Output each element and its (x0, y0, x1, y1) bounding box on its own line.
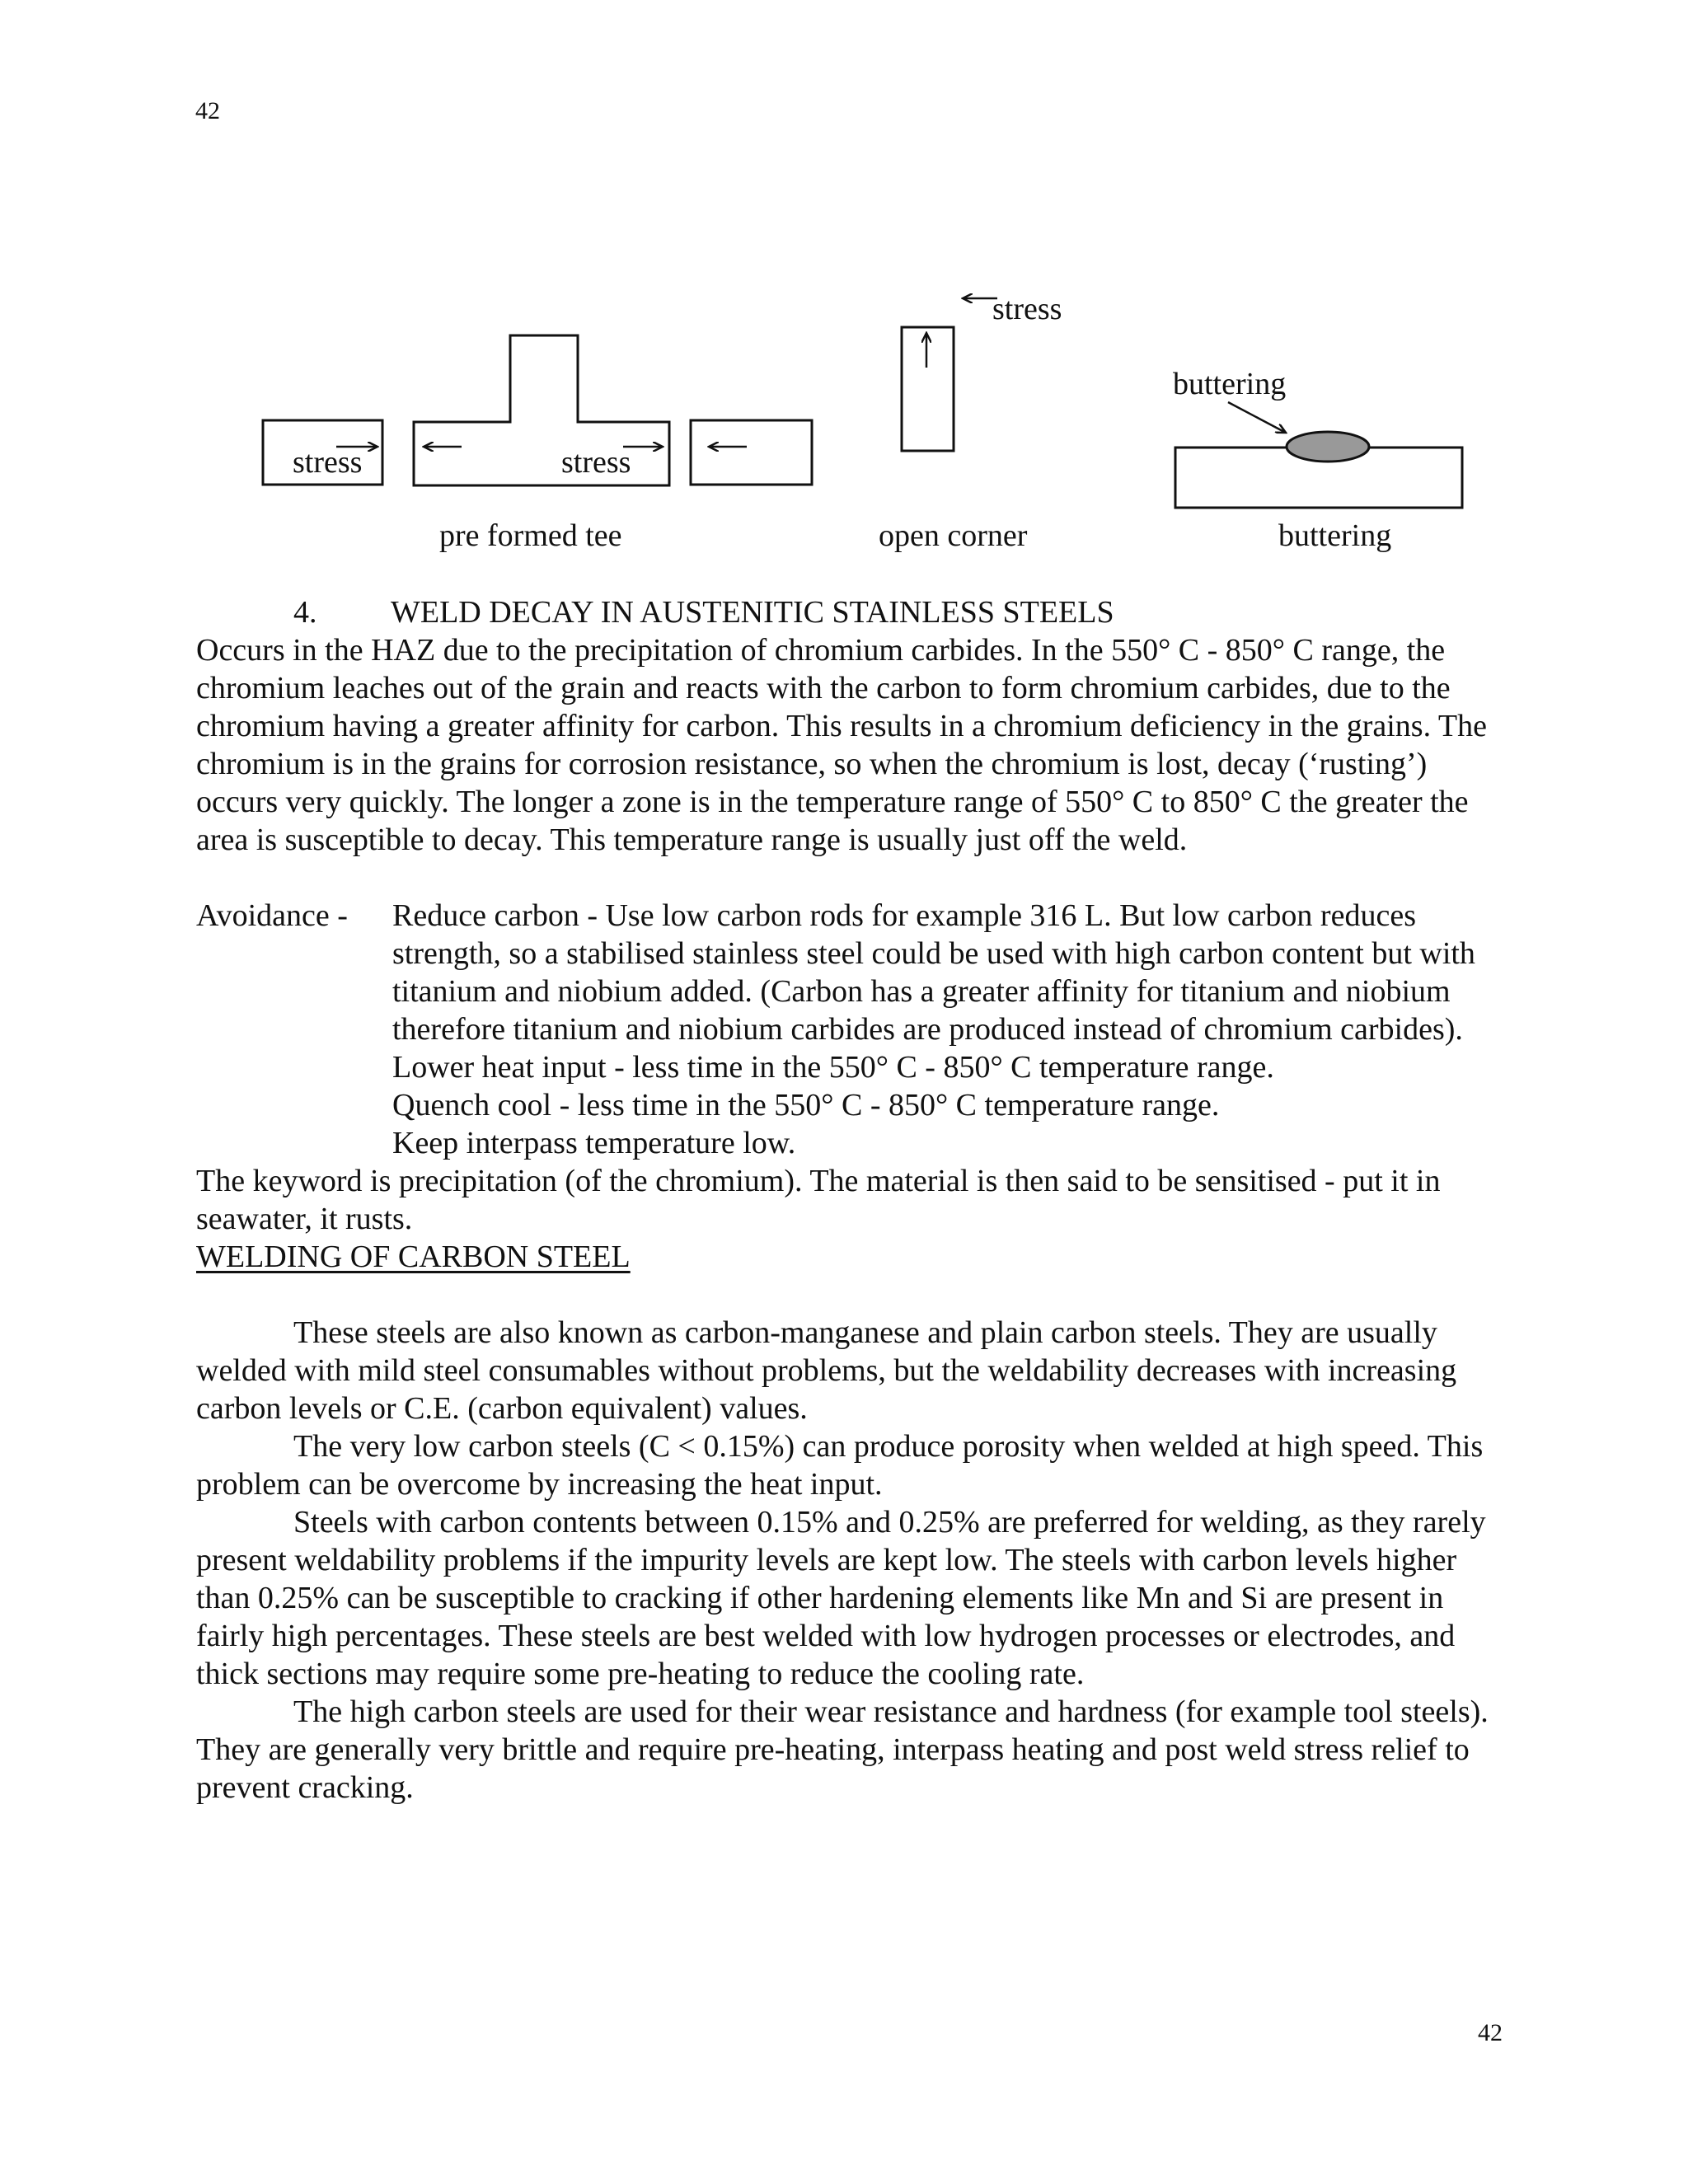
avoidance-item: Quench cool - less time in the 550° C - 850° C temperature range. (392, 1088, 1220, 1122)
stress-label-left: stress (293, 445, 363, 480)
document-body (196, 593, 1515, 1807)
right-plate (691, 420, 812, 485)
page-number-top: 42 (195, 97, 220, 124)
avoidance-item: Reduce carbon - Use low carbon rods for example 316 L. But low carbon reduces strength, so a stabilised stainless steel could be used with high carbon content but with titanium and niobium added. (Carbon has a greater affinity for titanium and niobium therefore titanium and niobium carbides are produced instead of chromium carbides). (392, 898, 1475, 1047)
caption-buttering: buttering (1278, 518, 1392, 553)
carbon-steel-paragraph: These steels are also known as carbon-manganese and plain carbon steels. They are usually welded with mild steel consumables without problems, but the weldability decreases with increasing carbon levels or C.E. (carbon equivalent) values. (196, 1315, 1457, 1426)
carbon-steel-paragraph: The high carbon steels are used for their wear resistance and hardness (for example tool steels). They are generally very brittle and require pre-heating, interpass heating and post weld stress relief to prevent cracking. (196, 1694, 1489, 1805)
avoidance-list (392, 897, 1515, 1162)
section-4-title: WELD DECAY IN AUSTENITIC STAINLESS STEELS (391, 595, 1114, 630)
carbon-steel-paragraph: The very low carbon steels (C < 0.15%) can produce porosity when welded at high speed. This problem can be overcome by increasing the heat input. (196, 1429, 1484, 1502)
caption-pre-formed-tee: pre formed tee (439, 518, 622, 553)
buttering-label: buttering (1173, 367, 1287, 401)
carbon-steel-body (196, 1314, 1515, 1807)
avoidance-item: Keep interpass temperature low. (392, 1126, 796, 1160)
weld-decay-paragraph: Occurs in the HAZ due to the precipitation of chromium carbides. In the 550° C - 850° C range, the chromium leaches out of the grain and reacts with the carbon to form chromium carbides, due to the chromium having a greater affinity for carbon. This results in a chromium deficiency in the grains. The chromium is in the grains for corrosion resistance, so when the chromium is lost, decay (‘rusting’) occurs very quickly. The longer a zone is in the temperature range of 550° C to 850° C the greater the area is susceptible to decay. This temperature range is usually just off the weld. (196, 633, 1487, 857)
buttering-bead (1287, 432, 1369, 462)
carbon-steel-heading: WELDING OF CARBON STEEL (196, 1240, 631, 1274)
section-4-heading (196, 593, 1515, 631)
avoidance-item: Lower heat input - less time in the 550° C - 850° C temperature range. (392, 1050, 1274, 1085)
carbon-steel-paragraph: Steels with carbon contents between 0.15% and 0.25% are preferred for welding, as they rarely present weldability problems if the impurity levels are kept low. The steels with carbon levels higher than 0.25% can be susceptible to cracking if other hardening elements like Mn and Si are present in fairly high percentages. These steels are best welded with low hydrogen processes or electrodes, and thick sections may require some pre-heating to reduce the cooling rate. (196, 1505, 1486, 1691)
stress-label-corner: stress (992, 292, 1062, 326)
tee-section (414, 335, 669, 485)
corner-upright (902, 327, 954, 451)
avoidance-block (196, 897, 1515, 1162)
caption-open-corner: open corner (879, 518, 1028, 553)
buttering-pointer (1228, 402, 1286, 433)
stress-label-tee: stress (561, 445, 631, 480)
weld-joint-figure (0, 0, 1688, 577)
section-4-number: 4. (293, 595, 317, 630)
avoidance-label: Avoidance - (196, 898, 348, 933)
keyword-paragraph: The keyword is precipitation (of the chromium). The material is then said to be sensitised - put it in seawater, it rusts. (196, 1164, 1441, 1236)
page-number-bottom: 42 (1478, 2019, 1503, 2046)
